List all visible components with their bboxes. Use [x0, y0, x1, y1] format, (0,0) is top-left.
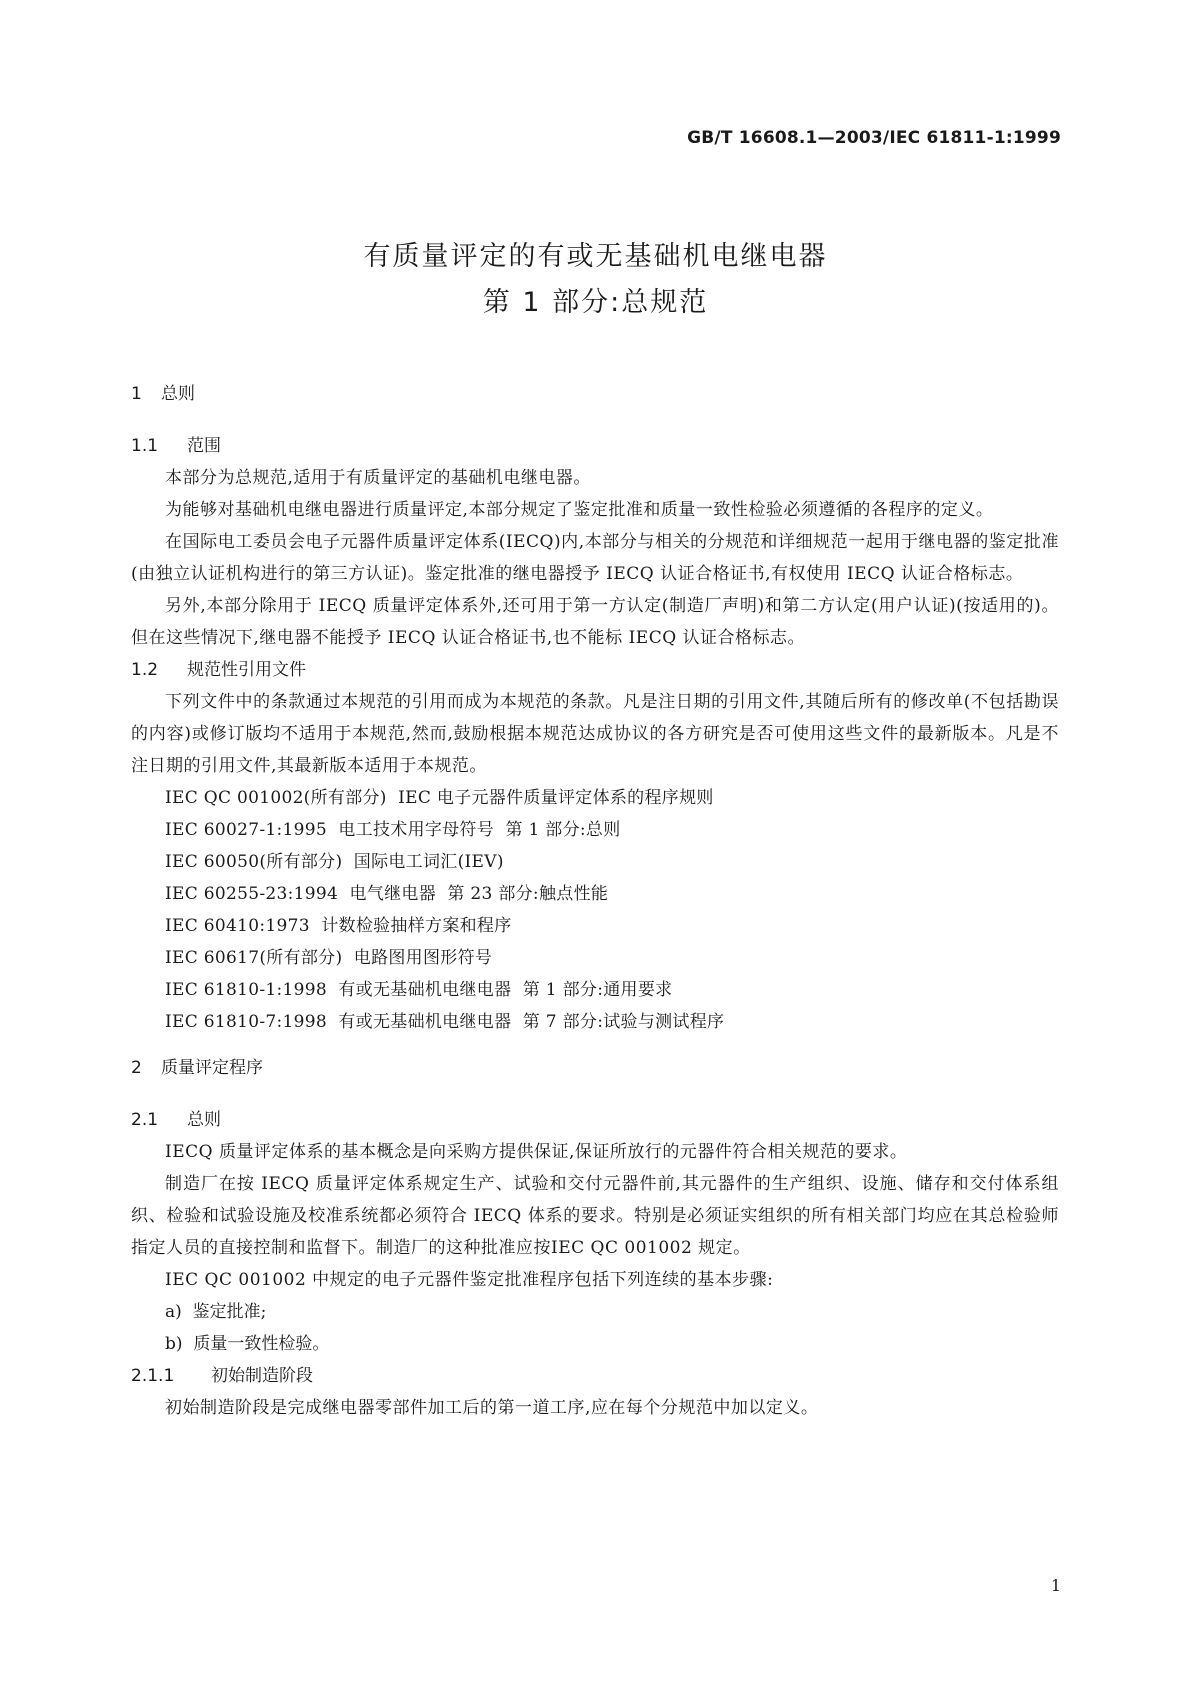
title-line-1: 有质量评定的有或无基础机电继电器 [363, 241, 828, 272]
section-heading-2-1 [131, 1104, 1059, 1136]
section-heading-1-1 [131, 430, 1059, 462]
reference-item: IEC 60050(所有部分) 国际电工词汇(IEV) [165, 852, 504, 872]
section-title: 规范性引用文件 [187, 660, 306, 680]
section-number: 2 [131, 1058, 142, 1078]
title-line-2: 第 1 部分:总规范 [482, 287, 709, 318]
document-title [0, 234, 1191, 326]
section-heading-1-2 [131, 654, 1059, 686]
section-number: 2.1 [131, 1110, 159, 1130]
paragraph: 本部分为总规范,适用于有质量评定的基础机电继电器。 [165, 468, 591, 488]
paragraph: 为能够对基础机电继电器进行质量评定,本部分规定了鉴定批准和质量一致性检验必须遵循的各程序的定义。 [165, 500, 994, 520]
section-title: 质量评定程序 [161, 1058, 263, 1078]
paragraph: IEC QC 001002 中规定的电子元器件鉴定批准程序包括下列连续的基本步骤: [165, 1270, 774, 1290]
paragraph: 下列文件中的条款通过本规范的引用而成为本规范的条款。凡是注日期的引用文件,其随后所有的修改单(不包括勘误的内容)或修订版均不适用于本规范,然而,鼓励根据本规范达成协议的各方研究是否可使用这些文件的最新版本。凡是不注日期的引用文件,其最新版本适用于本规范。 [131, 692, 1059, 776]
section-title: 范围 [187, 436, 221, 456]
document-body [131, 378, 1059, 1424]
section-heading-2-1-1 [131, 1360, 1059, 1392]
page-number: 1 [1050, 1576, 1061, 1595]
reference-item: IEC 60410:1973 计数检验抽样方案和程序 [165, 916, 512, 936]
section-number: 1 [131, 384, 142, 404]
standard-code: GB/T 16608.1—2003/IEC 61811-1:1999 [687, 128, 1061, 148]
paragraph: 制造厂在按 IECQ 质量评定体系规定生产、试验和交付元器件前,其元器件的生产组织、设施、储存和交付体系组织、检验和试验设施及校准系统都必须符合 IECQ 体系的要求。特别是必须证实组织的所有相关部门均应在其总检验师指定人员的直接控制和监督下。制造厂的这种批准应按IEC QC 001002 规定。 [131, 1174, 1059, 1258]
paragraph: 另外,本部分除用于 IECQ 质量评定体系外,还可用于第一方认定(制造厂声明)和第二方认定(用户认证)(按适用的)。但在这些情况下,继电器不能授予 IECQ 认证合格证书,也不能标 IECQ 认证合格标志。 [131, 596, 1059, 648]
paragraph: IECQ 质量评定体系的基本概念是向采购方提供保证,保证所放行的元器件符合相关规范的要求。 [165, 1142, 908, 1162]
spacer [131, 1038, 1059, 1052]
list-item: a) 鉴定批准; [165, 1302, 267, 1322]
reference-item: IEC 60027-1:1995 电工技术用字母符号 第 1 部分:总则 [165, 820, 621, 840]
section-number: 1.1 [131, 436, 159, 456]
section-heading-1 [131, 378, 1059, 410]
section-title: 总则 [161, 384, 195, 404]
section-heading-2 [131, 1052, 1059, 1084]
reference-item: IEC 61810-7:1998 有或无基础机电继电器 第 7 部分:试验与测试程序 [165, 1012, 725, 1032]
section-title: 初始制造阶段 [211, 1366, 313, 1386]
list-item: b) 质量一致性检验。 [165, 1334, 330, 1354]
reference-item: IEC 60617(所有部分) 电路图用图形符号 [165, 948, 493, 968]
paragraph: 在国际电工委员会电子元器件质量评定体系(IECQ)内,本部分与相关的分规范和详细规范一起用于继电器的鉴定批准(由独立认证机构进行的第三方认证)。鉴定批准的继电器授予 IECQ 认证合格证书,有权使用 IECQ 认证合格标志。 [131, 532, 1059, 584]
reference-item: IEC 61810-1:1998 有或无基础机电继电器 第 1 部分:通用要求 [165, 980, 673, 1000]
reference-item: IEC 60255-23:1994 电气继电器 第 23 部分:触点性能 [165, 884, 609, 904]
paragraph: 初始制造阶段是完成继电器零部件加工后的第一道工序,应在每个分规范中加以定义。 [165, 1398, 819, 1418]
section-number: 1.2 [131, 660, 159, 680]
reference-item: IEC QC 001002(所有部分) IEC 电子元器件质量评定体系的程序规则 [165, 788, 714, 808]
section-title: 总则 [187, 1110, 221, 1130]
section-number: 2.1.1 [131, 1366, 175, 1386]
